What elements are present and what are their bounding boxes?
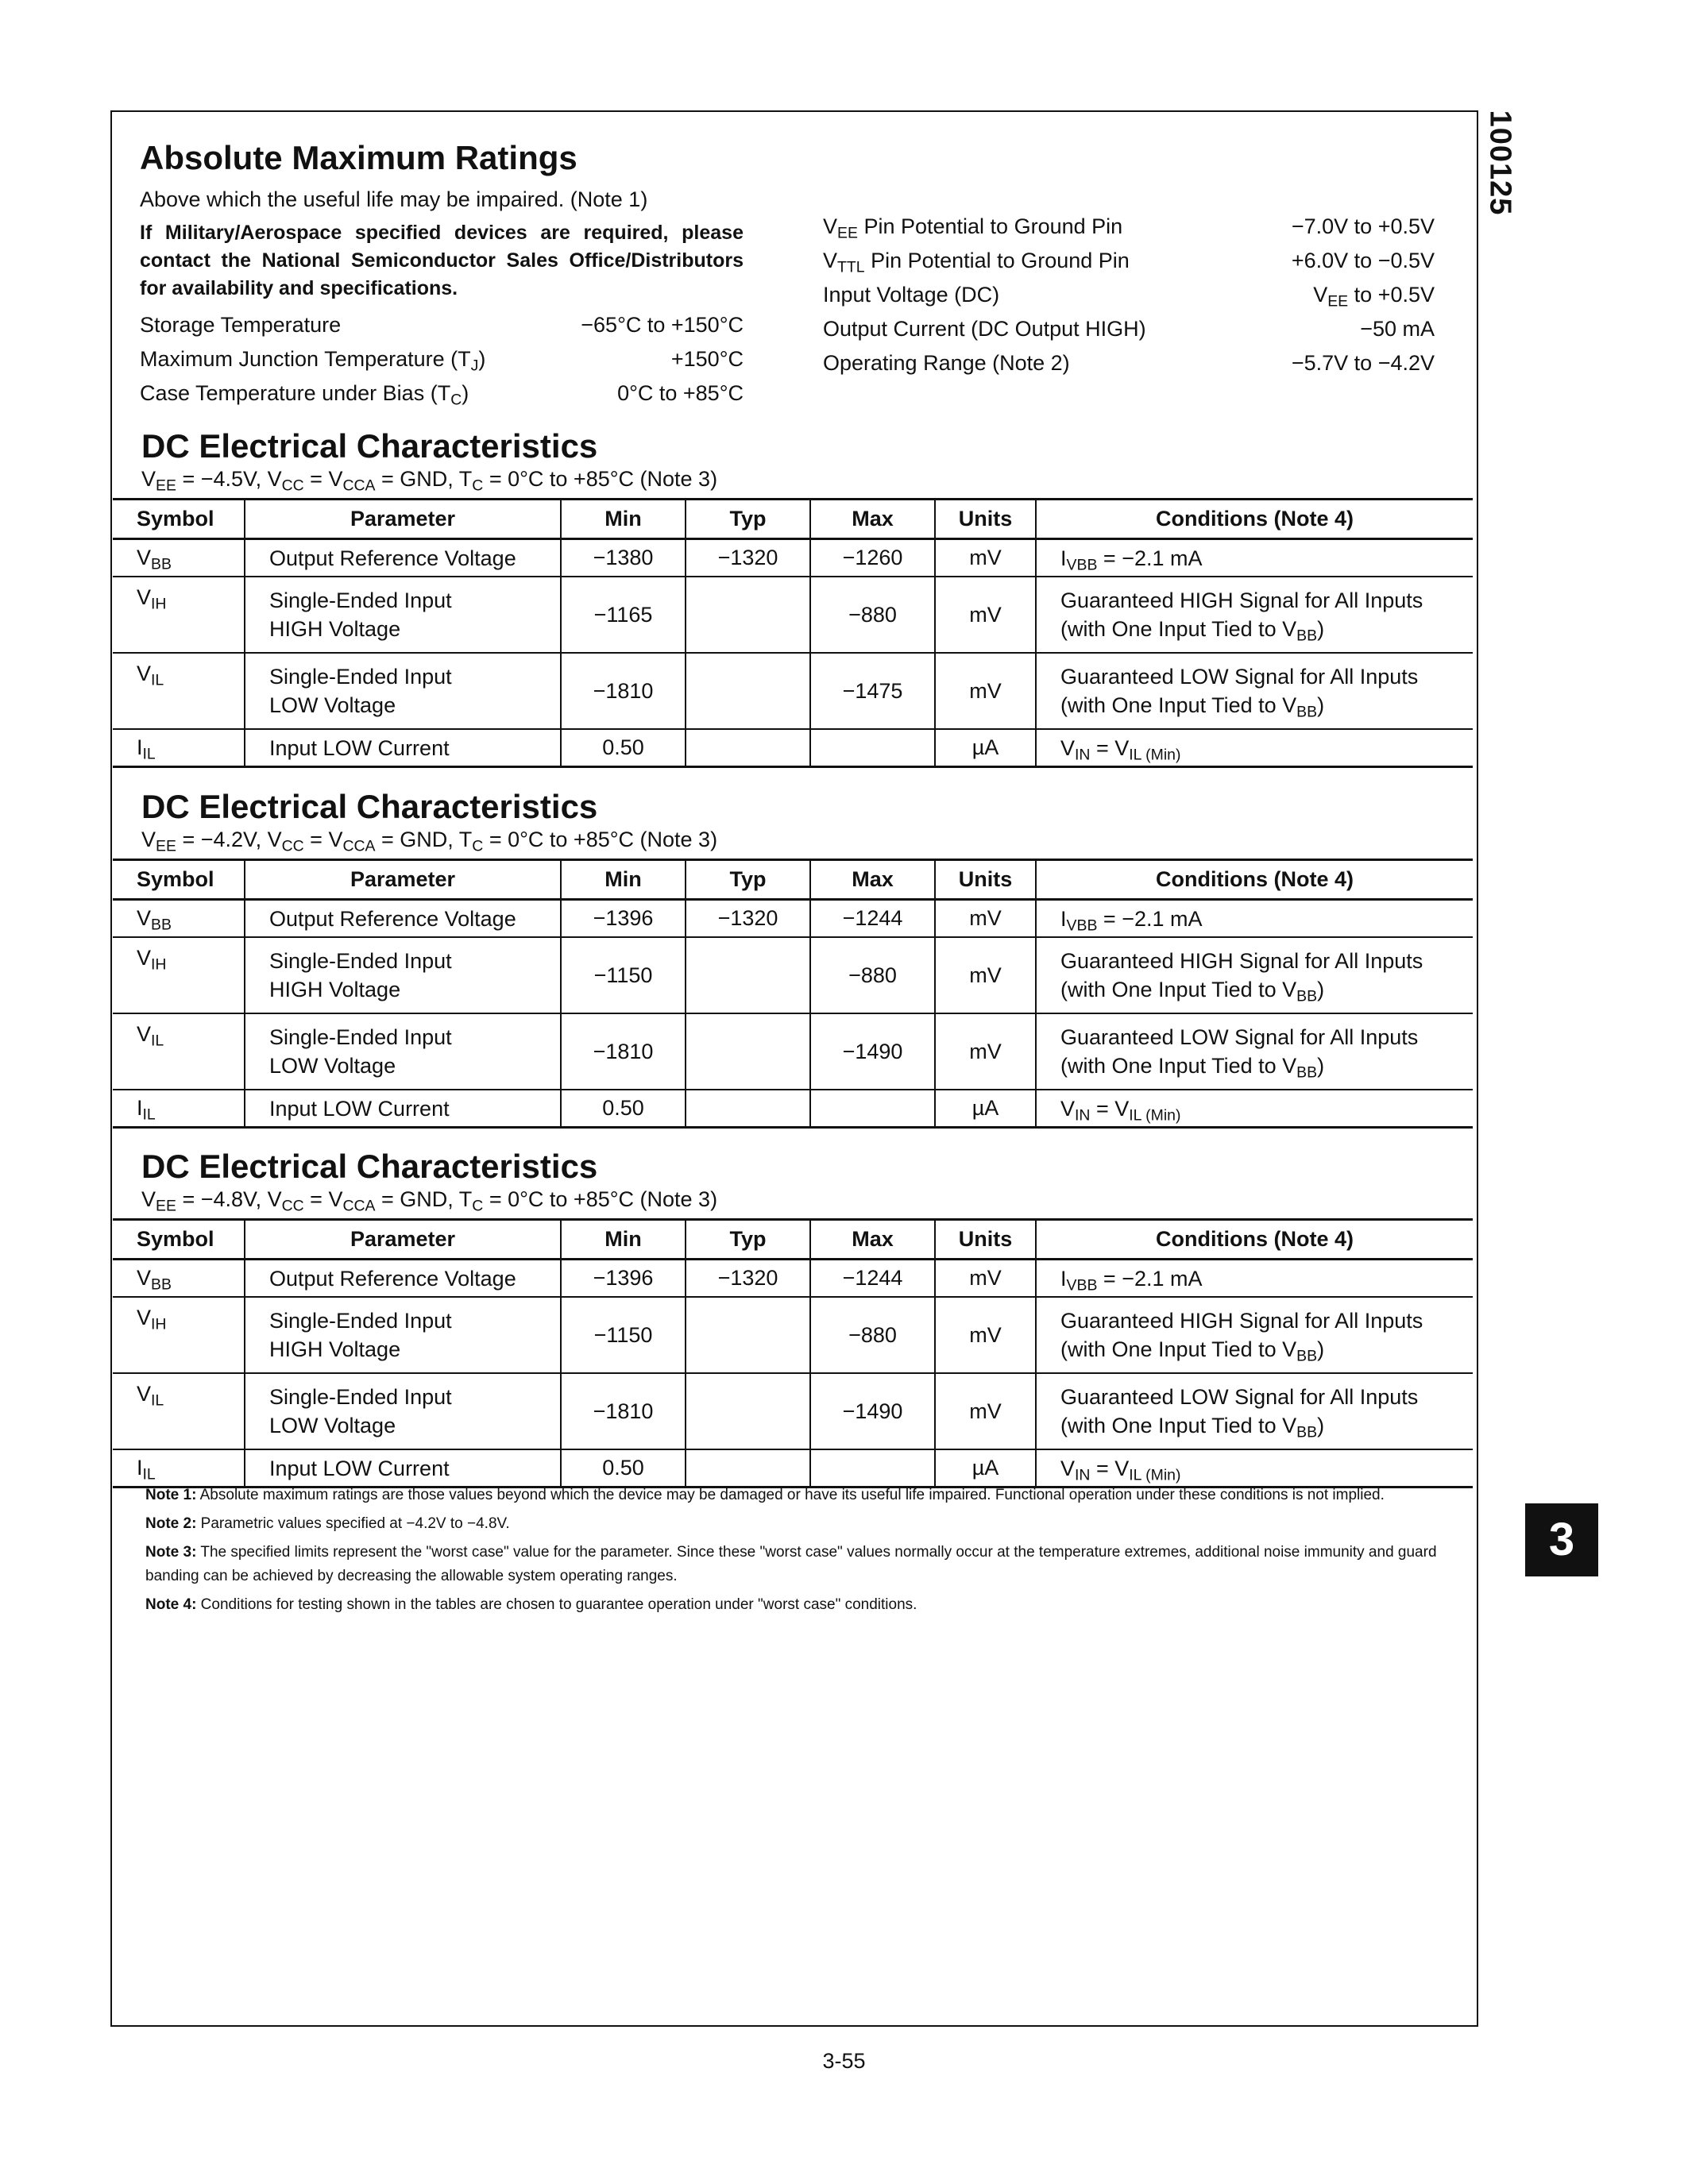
units-cell: µA: [935, 1449, 1036, 1488]
col-symbol: Symbol: [113, 860, 245, 900]
rating-row-input: [823, 278, 1435, 312]
typ-cell: −1320: [686, 539, 810, 577]
rating-value: −50 mA: [1360, 317, 1435, 341]
rating-label: Case Temperature under Bias $(T_C)$: [140, 381, 469, 409]
max-cell: [810, 1090, 935, 1128]
typ-cell: −1320: [686, 1260, 810, 1298]
symbol-cell: $I_{IL}$: [113, 729, 245, 767]
table-row-vbb: [113, 539, 1473, 577]
note-4: Note 4: Conditions for testing shown in the tables are chosen to guarantee operation under "worst case" conditions.: [145, 1596, 917, 1613]
parameter-cell: Input LOW Current: [245, 1090, 561, 1128]
dc-test-conditions: $V_{EE} = -4.8V$, $V_{CC} = V_{CCA}$ = GND, $T_C = 0^\circ C$ to +85°C (Note 3): [141, 1187, 718, 1215]
conditions-cell: $V_{IN} = V_{IL (Min)}$: [1036, 729, 1473, 767]
max-cell: −880: [810, 937, 935, 1013]
table-header-row: [113, 500, 1473, 539]
min-cell: −1810: [561, 653, 686, 729]
conditions-cell: Guaranteed LOW Signal for All Inputs (with One Input Tied to $V_{BB}$): [1036, 653, 1473, 729]
rating-row-vttl: [823, 244, 1435, 278]
max-cell: [810, 1449, 935, 1488]
table-row-vih: [113, 937, 1473, 1013]
absolute-max-left-list: [140, 308, 744, 411]
max-cell: −880: [810, 1297, 935, 1373]
col-parameter: Parameter: [245, 860, 561, 900]
parameter-cell: Single-Ended Input HIGH Voltage: [245, 577, 561, 653]
col-units: Units: [935, 1220, 1036, 1260]
rating-value: +6.0V to −0.5V: [1291, 249, 1435, 272]
col-units: Units: [935, 860, 1036, 900]
max-cell: [810, 729, 935, 767]
min-cell: −1810: [561, 1013, 686, 1090]
dc-characteristics-table: [113, 1218, 1473, 1488]
table-row-vil: [113, 653, 1473, 729]
rating-label: Storage Temperature: [140, 313, 342, 337]
conditions-cell: $I_{VBB} = -2.1$ mA: [1036, 539, 1473, 577]
max-cell: −880: [810, 577, 935, 653]
table-row-iil: [113, 1449, 1473, 1488]
max-cell: −1244: [810, 900, 935, 938]
parameter-cell: Single-Ended Input HIGH Voltage: [245, 1297, 561, 1373]
rating-row-vee: [823, 210, 1435, 244]
notes: [145, 1484, 1448, 1622]
col-symbol: Symbol: [113, 500, 245, 539]
dc-characteristics-table: [113, 498, 1473, 768]
note-1: Note 1: Absolute maximum ratings are those values beyond which the device may be damaged or have its useful life impaired. Functional operation under these conditions is not implied.: [145, 1487, 1385, 1503]
rating-label: $V_{EE}$ Pin Potential to Ground Pin: [823, 214, 1123, 242]
min-cell: −1396: [561, 900, 686, 938]
rating-value: −5.7V to −4.2V: [1291, 351, 1435, 375]
units-cell: mV: [935, 1373, 1036, 1449]
table-row-iil: [113, 729, 1473, 767]
typ-cell: [686, 1297, 810, 1373]
dc-test-conditions: $V_{EE} = -4.5V$, $V_{CC} = V_{CCA}$ = GND, $T_C = 0^\circ C$ to +85°C (Note 3): [141, 467, 718, 495]
units-cell: mV: [935, 1260, 1036, 1298]
units-cell: mV: [935, 1297, 1036, 1373]
min-cell: 0.50: [561, 729, 686, 767]
table-row-iil: [113, 1090, 1473, 1128]
dc-section-title: DC Electrical Characteristics: [141, 1148, 598, 1185]
col-min: Min: [561, 860, 686, 900]
table-header-row: [113, 1220, 1473, 1260]
rating-label: Operating Range (Note 2): [823, 351, 1070, 375]
rating-value: +150°C: [670, 347, 744, 371]
typ-cell: [686, 1013, 810, 1090]
units-cell: mV: [935, 1013, 1036, 1090]
col-parameter: Parameter: [245, 1220, 561, 1260]
rating-value: −7.0V to +0.5V: [1291, 214, 1435, 238]
max-cell: −1475: [810, 653, 935, 729]
typ-cell: [686, 1449, 810, 1488]
col-conditions: Conditions (Note 4): [1036, 1220, 1473, 1260]
absolute-max-intro: Above which the useful life may be impaired. (Note 1): [140, 187, 648, 211]
col-conditions: Conditions (Note 4): [1036, 500, 1473, 539]
rating-row-output: [823, 312, 1435, 346]
conditions-cell: $V_{IN} = V_{IL (Min)}$: [1036, 1090, 1473, 1128]
conditions-cell: $I_{VBB} = -2.1$ mA: [1036, 1260, 1473, 1298]
max-cell: −1260: [810, 539, 935, 577]
parameter-cell: Single-Ended Input HIGH Voltage: [245, 937, 561, 1013]
absolute-max-title: Absolute Maximum Ratings: [140, 139, 577, 176]
col-typ: Typ: [686, 1220, 810, 1260]
typ-cell: [686, 937, 810, 1013]
symbol-cell: $I_{IL}$: [113, 1449, 245, 1488]
min-cell: −1165: [561, 577, 686, 653]
col-conditions: Conditions (Note 4): [1036, 860, 1473, 900]
units-cell: mV: [935, 937, 1036, 1013]
parameter-cell: Output Reference Voltage: [245, 900, 561, 938]
typ-cell: [686, 1090, 810, 1128]
military-note: If Military/Aerospace specified devices are required, please contact the National Semiconductor Sales Office/Distributors for availability and specifications.: [140, 222, 744, 299]
parameter-cell: Output Reference Voltage: [245, 539, 561, 577]
rating-value: −65°C to +150°C: [581, 313, 744, 337]
typ-cell: [686, 1373, 810, 1449]
part-number-tab: [1476, 111, 1524, 214]
symbol-cell: $V_{BB}$: [113, 900, 245, 938]
units-cell: mV: [935, 900, 1036, 938]
min-cell: −1150: [561, 1297, 686, 1373]
parameter-cell: Output Reference Voltage: [245, 1260, 561, 1298]
col-min: Min: [561, 1220, 686, 1260]
typ-cell: [686, 577, 810, 653]
rating-label: Output Current (DC Output HIGH): [823, 317, 1146, 341]
rating-label: Input Voltage (DC): [823, 283, 1000, 307]
min-cell: −1396: [561, 1260, 686, 1298]
units-cell: µA: [935, 1090, 1036, 1128]
rating-value: $V_{EE}$ to +0.5V: [1313, 283, 1435, 311]
conditions-cell: Guaranteed HIGH Signal for All Inputs (with One Input Tied to $V_{BB}$): [1036, 937, 1473, 1013]
symbol-cell: $V_{BB}$: [113, 1260, 245, 1298]
min-cell: −1810: [561, 1373, 686, 1449]
conditions-cell: Guaranteed LOW Signal for All Inputs (with One Input Tied to $V_{BB}$): [1036, 1373, 1473, 1449]
absolute-max-right-list: [823, 210, 1435, 380]
typ-cell: [686, 729, 810, 767]
note-2: Note 2: Parametric values specified at −4.2V to −4.8V.: [145, 1515, 510, 1532]
parameter-cell: Single-Ended Input LOW Voltage: [245, 1013, 561, 1090]
min-cell: 0.50: [561, 1449, 686, 1488]
rating-row-storage: [140, 308, 744, 342]
table-row-vih: [113, 577, 1473, 653]
section-tab: 3: [1525, 1503, 1598, 1576]
rating-row-junction: [140, 342, 744, 376]
conditions-cell: Guaranteed HIGH Signal for All Inputs (with One Input Tied to $V_{BB}$): [1036, 577, 1473, 653]
typ-cell: −1320: [686, 900, 810, 938]
table-row-vbb: [113, 1260, 1473, 1298]
dc-test-conditions: $V_{EE} = -4.2V$, $V_{CC} = V_{CCA}$ = GND, $T_C = 0^\circ C$ to +85°C (Note 3): [141, 828, 718, 855]
table-row-vil: [113, 1013, 1473, 1090]
col-typ: Typ: [686, 860, 810, 900]
symbol-cell: $I_{IL}$: [113, 1090, 245, 1128]
table-row-vih: [113, 1297, 1473, 1373]
table-row-vbb: [113, 900, 1473, 938]
symbol-cell: $V_{IL}$: [113, 653, 245, 729]
min-cell: −1150: [561, 937, 686, 1013]
conditions-cell: Guaranteed LOW Signal for All Inputs (with One Input Tied to $V_{BB}$): [1036, 1013, 1473, 1090]
parameter-cell: Input LOW Current: [245, 1449, 561, 1488]
col-units: Units: [935, 500, 1036, 539]
col-max: Max: [810, 1220, 935, 1260]
symbol-cell: $V_{IH}$: [113, 937, 245, 1013]
conditions-cell: Guaranteed HIGH Signal for All Inputs (with One Input Tied to $V_{BB}$): [1036, 1297, 1473, 1373]
page-number: 3-55: [822, 2049, 866, 2073]
dc-section-title: DC Electrical Characteristics: [141, 788, 598, 825]
dc-section-title: DC Electrical Characteristics: [141, 427, 598, 465]
parameter-cell: Input LOW Current: [245, 729, 561, 767]
symbol-cell: $V_{IL}$: [113, 1013, 245, 1090]
symbol-cell: $V_{BB}$: [113, 539, 245, 577]
max-cell: −1490: [810, 1013, 935, 1090]
min-cell: 0.50: [561, 1090, 686, 1128]
rating-label: Maximum Junction Temperature $(T_J)$: [140, 347, 486, 375]
rating-row-range: [823, 346, 1435, 380]
units-cell: µA: [935, 729, 1036, 767]
col-symbol: Symbol: [113, 1220, 245, 1260]
rating-label: $V_{TTL}$ Pin Potential to Ground Pin: [823, 249, 1130, 276]
rating-row-case: [140, 376, 744, 411]
min-cell: −1380: [561, 539, 686, 577]
units-cell: mV: [935, 577, 1036, 653]
conditions-cell: $V_{IN} = V_{IL (Min)}$: [1036, 1449, 1473, 1488]
max-cell: −1490: [810, 1373, 935, 1449]
units-cell: mV: [935, 539, 1036, 577]
note-3: Note 3: The specified limits represent the "worst case" value for the parameter. Since these "worst case" values normally occur at the temperature extremes, additional noise immunity and guard banding can be achieved by decreasing the allowable system operating ranges.: [145, 1544, 1437, 1584]
part-number: 100125: [1483, 110, 1517, 216]
table-row-vil: [113, 1373, 1473, 1449]
units-cell: mV: [935, 653, 1036, 729]
typ-cell: [686, 653, 810, 729]
col-max: Max: [810, 860, 935, 900]
dc-characteristics-table: [113, 859, 1473, 1129]
col-parameter: Parameter: [245, 500, 561, 539]
symbol-cell: $V_{IH}$: [113, 1297, 245, 1373]
conditions-cell: $I_{VBB} = -2.1$ mA: [1036, 900, 1473, 938]
parameter-cell: Single-Ended Input LOW Voltage: [245, 1373, 561, 1449]
col-typ: Typ: [686, 500, 810, 539]
col-min: Min: [561, 500, 686, 539]
table-header-row: [113, 860, 1473, 900]
symbol-cell: $V_{IH}$: [113, 577, 245, 653]
symbol-cell: $V_{IL}$: [113, 1373, 245, 1449]
rating-value: 0°C to +85°C: [617, 381, 744, 405]
max-cell: −1244: [810, 1260, 935, 1298]
parameter-cell: Single-Ended Input LOW Voltage: [245, 653, 561, 729]
col-max: Max: [810, 500, 935, 539]
